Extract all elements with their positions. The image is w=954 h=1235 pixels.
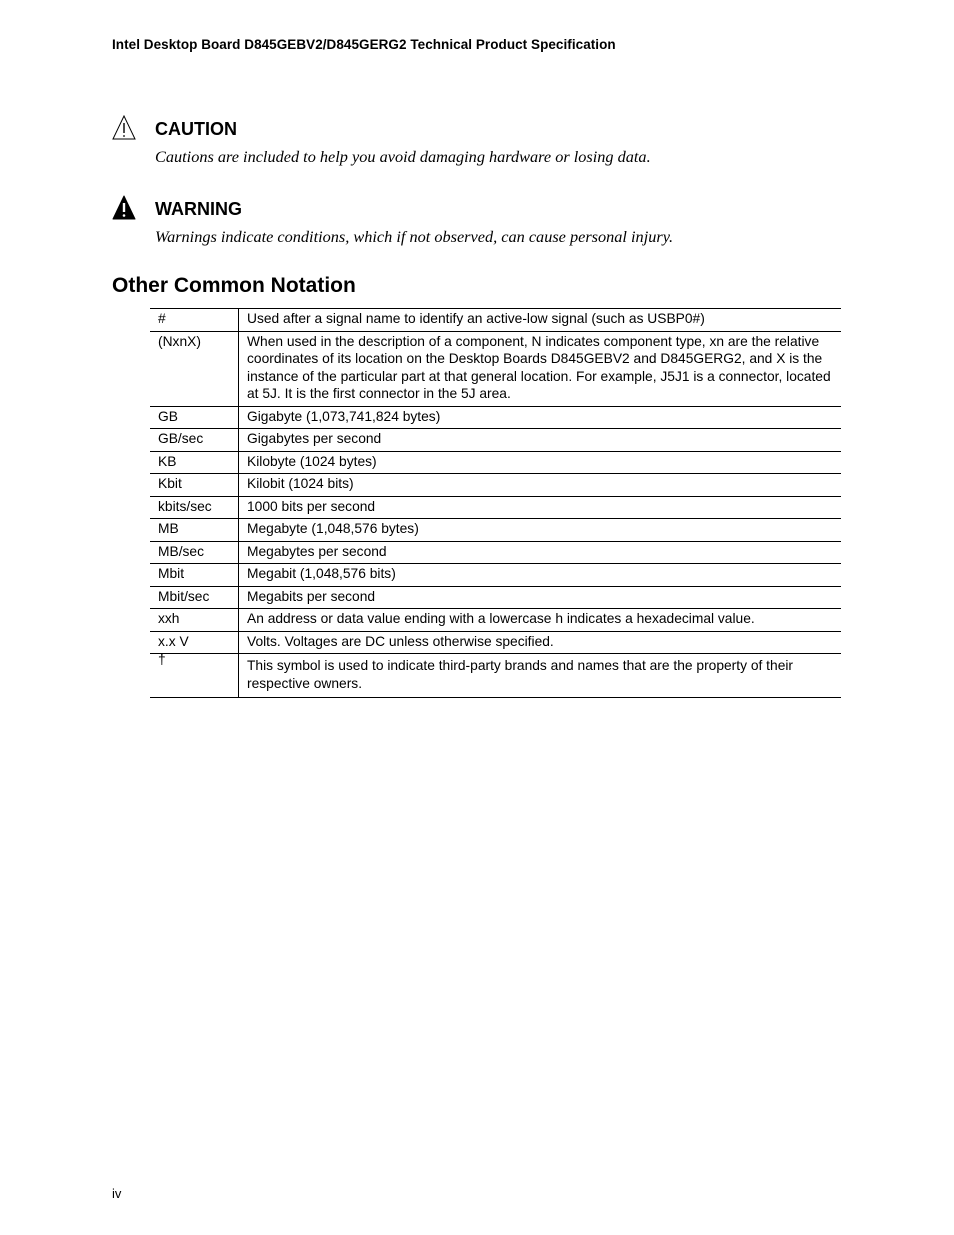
caution-icon	[112, 115, 136, 141]
notation-description: 1000 bits per second	[239, 496, 842, 519]
warning-title: WARNING	[155, 199, 242, 219]
warning-notice	[112, 195, 852, 255]
table-row	[150, 519, 841, 542]
table-row	[150, 541, 841, 564]
notation-term: Kbit	[150, 474, 239, 497]
notation-description: An address or data value ending with a lowercase h indicates a hexadecimal value.	[239, 609, 842, 632]
notation-description: Megabytes per second	[239, 541, 842, 564]
table-row	[150, 654, 841, 698]
notation-description: Gigabyte (1,073,741,824 bytes)	[239, 406, 842, 429]
caution-text: Cautions are included to help you avoid damaging hardware or losing data.	[155, 147, 651, 166]
notation-term: x.x V	[150, 631, 239, 654]
running-header: Intel Desktop Board D845GEBV2/D845GERG2 Technical Product Specification	[112, 37, 616, 52]
table-row	[150, 451, 841, 474]
notation-term: Mbit/sec	[150, 586, 239, 609]
table-row	[150, 564, 841, 587]
notation-description: Kilobit (1024 bits)	[239, 474, 842, 497]
table-row	[150, 406, 841, 429]
notation-description: Megabits per second	[239, 586, 842, 609]
notation-description: Megabit (1,048,576 bits)	[239, 564, 842, 587]
table-row	[150, 309, 841, 332]
notation-term: †	[150, 654, 239, 698]
table-row	[150, 586, 841, 609]
notation-term: (NxnX)	[150, 331, 239, 406]
notation-description: Megabyte (1,048,576 bytes)	[239, 519, 842, 542]
notation-term: xxh	[150, 609, 239, 632]
table-row	[150, 331, 841, 406]
notation-description: This symbol is used to indicate third-party brands and names that are the property of their respective owners.	[239, 654, 842, 698]
warning-icon	[112, 195, 136, 221]
notation-description: Used after a signal name to identify an active-low signal (such as USBP0#)	[239, 309, 842, 332]
notation-term: MB	[150, 519, 239, 542]
caution-notice	[112, 115, 852, 175]
notation-term: KB	[150, 451, 239, 474]
notation-table	[150, 308, 841, 698]
caution-title: CAUTION	[155, 119, 237, 139]
notation-description: When used in the description of a component, N indicates component type, xn are the relative coordinates of its location on the Desktop Boards D845GEBV2 and D845GERG2, and X is the instance of the particular part at that general location. For example, J5J1 is a connector, located at 5J. It is the first connector in the 5J area.	[239, 331, 842, 406]
table-row	[150, 474, 841, 497]
notation-term: GB	[150, 406, 239, 429]
notation-term: #	[150, 309, 239, 332]
table-row	[150, 609, 841, 632]
notation-term: Mbit	[150, 564, 239, 587]
warning-text: Warnings indicate conditions, which if not observed, can cause personal injury.	[155, 227, 674, 246]
notation-description: Volts. Voltages are DC unless otherwise specified.	[239, 631, 842, 654]
page-number: iv	[112, 1186, 122, 1201]
table-row	[150, 496, 841, 519]
notation-description: Kilobyte (1024 bytes)	[239, 451, 842, 474]
notation-description: Gigabytes per second	[239, 429, 842, 452]
table-row	[150, 429, 841, 452]
table-row	[150, 631, 841, 654]
section-title: Other Common Notation	[112, 274, 356, 297]
notation-term: GB/sec	[150, 429, 239, 452]
notation-term: kbits/sec	[150, 496, 239, 519]
notation-term: MB/sec	[150, 541, 239, 564]
